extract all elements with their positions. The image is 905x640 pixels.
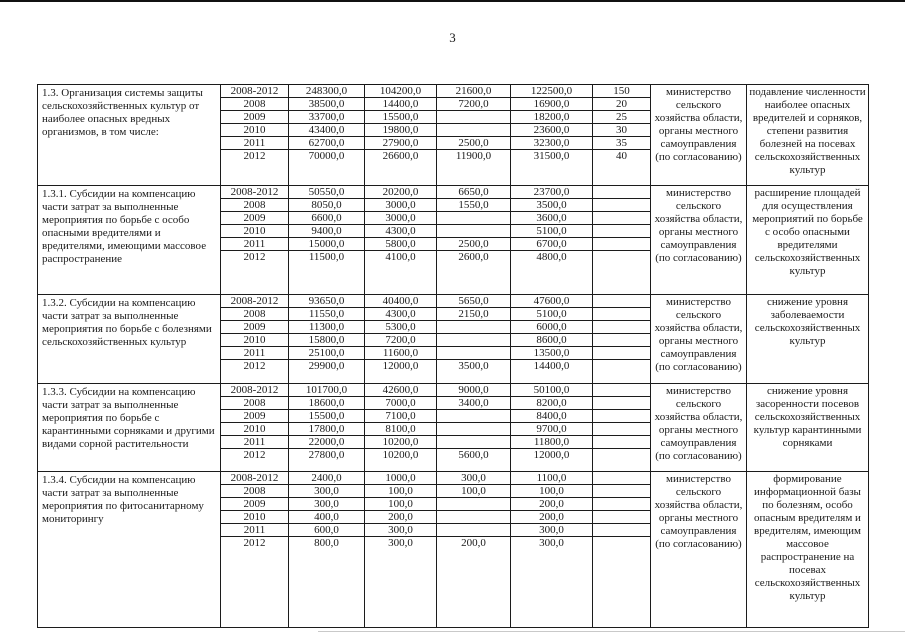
value-cell: 43400,0 [289, 124, 365, 137]
filler-cell [289, 549, 365, 628]
value-cell: 50550,0 [289, 186, 365, 199]
filler-cell [437, 263, 511, 295]
value-cell: 400,0 [289, 511, 365, 524]
filler-cell [289, 162, 365, 186]
value-cell: 50100,0 [511, 384, 593, 397]
value-cell: 16900,0 [511, 98, 593, 111]
year-cell: 2008-2012 [221, 186, 289, 199]
value-cell: 38500,0 [289, 98, 365, 111]
value-cell: 23600,0 [511, 124, 593, 137]
filler-cell [437, 372, 511, 384]
value-cell: 200,0 [511, 511, 593, 524]
value-cell: 8400,0 [511, 410, 593, 423]
value-cell: 15000,0 [289, 238, 365, 251]
value-cell: 42600,0 [365, 384, 437, 397]
value-cell [593, 321, 651, 334]
program-measures-table [37, 84, 869, 628]
value-cell: 300,0 [289, 485, 365, 498]
page-number: 3 [449, 30, 456, 45]
year-cell: 2008 [221, 308, 289, 321]
value-cell [437, 410, 511, 423]
value-cell: 300,0 [511, 524, 593, 537]
value-cell: 8600,0 [511, 334, 593, 347]
value-cell [593, 524, 651, 537]
year-cell: 2012 [221, 150, 289, 163]
value-cell [593, 423, 651, 436]
value-cell: 2600,0 [437, 251, 511, 264]
value-cell: 14400,0 [365, 98, 437, 111]
block-description: 1.3.4. Субсидии на компенсацию части затрат за выполненные мероприятия по фитосанитарному мониторингу [38, 472, 221, 628]
value-cell: 2500,0 [437, 238, 511, 251]
value-cell: 20 [593, 98, 651, 111]
value-cell: 3500,0 [437, 360, 511, 373]
value-cell: 100,0 [437, 485, 511, 498]
value-cell [437, 498, 511, 511]
value-cell [593, 485, 651, 498]
value-cell [593, 537, 651, 550]
value-cell [593, 347, 651, 360]
value-cell: 6700,0 [511, 238, 593, 251]
value-cell: 12000,0 [511, 449, 593, 462]
value-cell: 9700,0 [511, 423, 593, 436]
value-cell [593, 511, 651, 524]
year-cell: 2010 [221, 334, 289, 347]
value-cell: 3000,0 [365, 199, 437, 212]
filler-cell [511, 372, 593, 384]
filler-cell [593, 372, 651, 384]
value-cell [593, 199, 651, 212]
value-cell: 11550,0 [289, 308, 365, 321]
value-cell: 4100,0 [365, 251, 437, 264]
value-cell: 4300,0 [365, 308, 437, 321]
value-cell: 7100,0 [365, 410, 437, 423]
filler-cell [221, 549, 289, 628]
value-cell [593, 410, 651, 423]
filler-cell [365, 461, 437, 472]
value-cell: 4300,0 [365, 225, 437, 238]
value-cell: 10200,0 [365, 436, 437, 449]
filler-cell [289, 461, 365, 472]
value-cell: 27900,0 [365, 137, 437, 150]
value-cell [593, 472, 651, 485]
expected-result-cell: формирование информационной базы по болезням, особо опасным вредителям и вредителям, имеющим массовое распространение на посевах сельскохозяйственных культур [747, 472, 869, 628]
value-cell: 35 [593, 137, 651, 150]
value-cell: 15500,0 [289, 410, 365, 423]
value-cell: 11500,0 [289, 251, 365, 264]
expected-result-cell: подавление численности наиболее опасных вредителей и сорняков, степени развития болезней на посевах сельскохозяйственных культур [747, 85, 869, 186]
filler-cell [511, 263, 593, 295]
value-cell: 5650,0 [437, 295, 511, 308]
value-cell: 5600,0 [437, 449, 511, 462]
value-cell: 25 [593, 111, 651, 124]
value-cell: 104200,0 [365, 85, 437, 98]
value-cell: 13500,0 [511, 347, 593, 360]
year-cell: 2011 [221, 436, 289, 449]
value-cell: 300,0 [365, 524, 437, 537]
value-cell [593, 308, 651, 321]
scan-artifact-line [318, 631, 905, 632]
value-cell [437, 436, 511, 449]
value-cell: 122500,0 [511, 85, 593, 98]
value-cell [437, 347, 511, 360]
filler-cell [365, 162, 437, 186]
value-cell: 8050,0 [289, 199, 365, 212]
value-cell [593, 225, 651, 238]
value-cell: 70000,0 [289, 150, 365, 163]
value-cell [593, 238, 651, 251]
value-cell: 30 [593, 124, 651, 137]
value-cell: 62700,0 [289, 137, 365, 150]
value-cell: 11300,0 [289, 321, 365, 334]
table-row [38, 186, 869, 199]
expected-result-cell: снижение уровня заболеваемости сельскохозяйственных культур [747, 295, 869, 384]
value-cell: 600,0 [289, 524, 365, 537]
value-cell: 1550,0 [437, 199, 511, 212]
value-cell: 248300,0 [289, 85, 365, 98]
value-cell: 15500,0 [365, 111, 437, 124]
year-cell: 2012 [221, 251, 289, 264]
value-cell: 8100,0 [365, 423, 437, 436]
value-cell [437, 334, 511, 347]
value-cell: 27800,0 [289, 449, 365, 462]
block-description: 1.3.1. Субсидии на компенсацию части затрат за выполненные мероприятия по борьбе с особо опасными вредителями и вредителями, имеющими массовое распространение [38, 186, 221, 295]
filler-cell [437, 162, 511, 186]
table-block [38, 186, 869, 295]
filler-cell [437, 461, 511, 472]
value-cell: 21600,0 [437, 85, 511, 98]
value-cell: 25100,0 [289, 347, 365, 360]
filler-cell [593, 549, 651, 628]
value-cell [593, 449, 651, 462]
executor-cell: министерство сельского хозяйства области, органы местного самоуправления (по согласованию) [651, 472, 747, 628]
block-description: 1.3.3. Субсидии на компенсацию части затрат за выполненные мероприятия по борьбе с карантинными сорняками и другими видами сорной растительности [38, 384, 221, 472]
value-cell: 5800,0 [365, 238, 437, 251]
value-cell: 300,0 [437, 472, 511, 485]
value-cell [437, 225, 511, 238]
value-cell [437, 212, 511, 225]
expected-result-cell: расширение площадей для осуществления мероприятий по борьбе с особо опасными вредителями сельскохозяйственных культур [747, 186, 869, 295]
value-cell: 2150,0 [437, 308, 511, 321]
year-cell: 2011 [221, 238, 289, 251]
value-cell: 7200,0 [437, 98, 511, 111]
value-cell [437, 111, 511, 124]
value-cell: 6650,0 [437, 186, 511, 199]
value-cell: 5100,0 [511, 308, 593, 321]
value-cell: 17800,0 [289, 423, 365, 436]
value-cell: 18200,0 [511, 111, 593, 124]
value-cell: 1000,0 [365, 472, 437, 485]
value-cell: 33700,0 [289, 111, 365, 124]
year-cell: 2010 [221, 225, 289, 238]
value-cell: 300,0 [289, 498, 365, 511]
value-cell: 31500,0 [511, 150, 593, 163]
value-cell: 19800,0 [365, 124, 437, 137]
value-cell: 9000,0 [437, 384, 511, 397]
value-cell: 11900,0 [437, 150, 511, 163]
value-cell: 1100,0 [511, 472, 593, 485]
value-cell: 5100,0 [511, 225, 593, 238]
filler-cell [289, 263, 365, 295]
value-cell: 47600,0 [511, 295, 593, 308]
filler-cell [221, 263, 289, 295]
value-cell: 4800,0 [511, 251, 593, 264]
table-block [38, 85, 869, 186]
value-cell: 800,0 [289, 537, 365, 550]
value-cell: 14400,0 [511, 360, 593, 373]
value-cell [593, 360, 651, 373]
value-cell: 40 [593, 150, 651, 163]
executor-cell: министерство сельского хозяйства области, органы местного самоуправления (по согласованию) [651, 295, 747, 384]
value-cell [593, 186, 651, 199]
year-cell: 2011 [221, 137, 289, 150]
year-cell: 2008-2012 [221, 295, 289, 308]
year-cell: 2011 [221, 524, 289, 537]
value-cell [437, 423, 511, 436]
value-cell: 7000,0 [365, 397, 437, 410]
value-cell: 2500,0 [437, 137, 511, 150]
value-cell [437, 511, 511, 524]
value-cell: 9400,0 [289, 225, 365, 238]
block-description: 1.3. Организация системы защиты сельскохозяйственных культур от наиболее опасных вредных организмов, в том числе: [38, 85, 221, 186]
year-cell: 2009 [221, 212, 289, 225]
value-cell: 100,0 [511, 485, 593, 498]
value-cell [593, 436, 651, 449]
value-cell: 300,0 [365, 537, 437, 550]
table-row [38, 472, 869, 485]
value-cell: 23700,0 [511, 186, 593, 199]
value-cell: 300,0 [511, 537, 593, 550]
value-cell: 150 [593, 85, 651, 98]
value-cell [437, 321, 511, 334]
filler-cell [511, 461, 593, 472]
filler-cell [365, 263, 437, 295]
executor-cell: министерство сельского хозяйства области, органы местного самоуправления (по согласованию) [651, 384, 747, 472]
value-cell: 6600,0 [289, 212, 365, 225]
value-cell: 3000,0 [365, 212, 437, 225]
value-cell [593, 334, 651, 347]
year-cell: 2012 [221, 449, 289, 462]
executor-cell: министерство сельского хозяйства области, органы местного самоуправления (по согласованию) [651, 85, 747, 186]
filler-cell [511, 162, 593, 186]
year-cell: 2012 [221, 537, 289, 550]
year-cell: 2009 [221, 498, 289, 511]
value-cell [437, 524, 511, 537]
filler-cell [593, 461, 651, 472]
table-block [38, 472, 869, 628]
value-cell [593, 212, 651, 225]
value-cell: 29900,0 [289, 360, 365, 373]
year-cell: 2009 [221, 410, 289, 423]
year-cell: 2008 [221, 98, 289, 111]
value-cell: 11600,0 [365, 347, 437, 360]
value-cell: 12000,0 [365, 360, 437, 373]
year-cell: 2010 [221, 423, 289, 436]
filler-cell [593, 263, 651, 295]
table-row [38, 384, 869, 397]
filler-cell [365, 549, 437, 628]
value-cell [593, 384, 651, 397]
value-cell [593, 251, 651, 264]
value-cell: 32300,0 [511, 137, 593, 150]
expected-result-cell: снижение уровня засоренности посевов сельскохозяйственных культур карантинными сорняками [747, 384, 869, 472]
year-cell: 2008-2012 [221, 85, 289, 98]
year-cell: 2008-2012 [221, 472, 289, 485]
executor-cell: министерство сельского хозяйства области, органы местного самоуправления (по согласованию) [651, 186, 747, 295]
value-cell: 7200,0 [365, 334, 437, 347]
value-cell: 3400,0 [437, 397, 511, 410]
filler-cell [365, 372, 437, 384]
value-cell: 6000,0 [511, 321, 593, 334]
year-cell: 2009 [221, 111, 289, 124]
value-cell: 3500,0 [511, 199, 593, 212]
value-cell: 22000,0 [289, 436, 365, 449]
year-cell: 2008-2012 [221, 384, 289, 397]
value-cell [593, 295, 651, 308]
value-cell [437, 124, 511, 137]
year-cell: 2012 [221, 360, 289, 373]
value-cell: 200,0 [365, 511, 437, 524]
value-cell: 8200,0 [511, 397, 593, 410]
table-block [38, 295, 869, 384]
value-cell: 40400,0 [365, 295, 437, 308]
value-cell: 26600,0 [365, 150, 437, 163]
value-cell: 100,0 [365, 498, 437, 511]
table-row [38, 85, 869, 98]
value-cell: 3600,0 [511, 212, 593, 225]
filler-cell [437, 549, 511, 628]
year-cell: 2008 [221, 199, 289, 212]
value-cell: 93650,0 [289, 295, 365, 308]
value-cell [593, 498, 651, 511]
value-cell: 18600,0 [289, 397, 365, 410]
value-cell: 200,0 [437, 537, 511, 550]
value-cell: 20200,0 [365, 186, 437, 199]
filler-cell [289, 372, 365, 384]
filler-cell [593, 162, 651, 186]
value-cell: 5300,0 [365, 321, 437, 334]
year-cell: 2008 [221, 397, 289, 410]
year-cell: 2008 [221, 485, 289, 498]
scan-edge-line [0, 0, 905, 2]
filler-cell [221, 461, 289, 472]
value-cell: 100,0 [365, 485, 437, 498]
filler-cell [511, 549, 593, 628]
value-cell: 11800,0 [511, 436, 593, 449]
table-block [38, 384, 869, 472]
value-cell: 200,0 [511, 498, 593, 511]
block-description: 1.3.2. Субсидии на компенсацию части затрат за выполненные мероприятия по борьбе с болезнями сельскохозяйственных культур [38, 295, 221, 384]
year-cell: 2009 [221, 321, 289, 334]
value-cell: 10200,0 [365, 449, 437, 462]
filler-cell [221, 162, 289, 186]
filler-cell [221, 372, 289, 384]
year-cell: 2011 [221, 347, 289, 360]
value-cell: 101700,0 [289, 384, 365, 397]
year-cell: 2010 [221, 511, 289, 524]
value-cell [593, 397, 651, 410]
table-row [38, 295, 869, 308]
year-cell: 2010 [221, 124, 289, 137]
value-cell: 15800,0 [289, 334, 365, 347]
value-cell: 2400,0 [289, 472, 365, 485]
